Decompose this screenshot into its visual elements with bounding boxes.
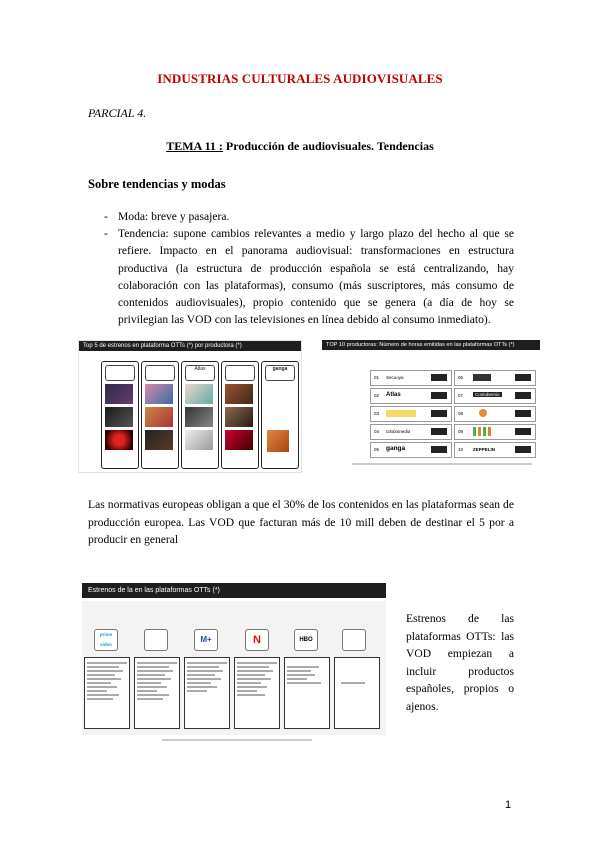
tema-label: TEMA 11 :: [166, 139, 223, 153]
poster-image: [267, 430, 289, 452]
ranking-cell: [370, 406, 452, 422]
parcial-label: PARCIAL 4.: [88, 106, 147, 120]
figure-top5-productoras: [78, 340, 302, 473]
figure-caption: [162, 739, 312, 741]
value-chip: [431, 410, 447, 417]
ranking-cell: [370, 424, 452, 440]
list-item: [104, 208, 514, 225]
productora-logo: [479, 409, 487, 417]
figure-body: [82, 601, 386, 735]
productora-column: [221, 361, 259, 469]
figure-header: TOP 10 productoras: Número de horas emitidas en las plataformas OTTs (*): [322, 340, 540, 350]
rank-number: 03: [374, 411, 380, 416]
rank-number: 09: [458, 429, 464, 434]
ranking-grid: [370, 370, 535, 462]
movistar-plus-logo: M+: [194, 629, 218, 651]
productora-logo: [145, 365, 175, 381]
productora-name: ZEPPELIN: [473, 447, 496, 452]
poster-image: [105, 430, 133, 450]
productora-column: [141, 361, 179, 469]
rank-number: 08: [458, 411, 464, 416]
netflix-logo: N: [245, 629, 269, 651]
rank-number: 05: [374, 447, 380, 452]
rank-number: 02: [374, 393, 380, 398]
prime-video-logo: prime video: [94, 629, 118, 651]
ranking-cell: [454, 424, 536, 440]
value-chip: [515, 446, 531, 453]
productora-name: Secuoya: [386, 375, 404, 380]
section-heading: Sobre tendencias y modas: [88, 177, 226, 191]
figure-header: Top 5 de estrenos en plataforma OTTs (*) por productora (*): [79, 341, 301, 351]
estrenos-list: [234, 657, 280, 729]
value-chip: [515, 392, 531, 399]
document-title: INDUSTRIAS CULTURALES AUDIOVISUALES: [157, 71, 443, 86]
productora-logo: [105, 365, 135, 381]
poster-image: [105, 407, 133, 427]
poster-image: [225, 407, 253, 427]
rank-number: 04: [374, 429, 380, 434]
estrenos-list: [284, 657, 330, 729]
productora-logo: Atlas: [185, 365, 215, 381]
figure-top10-productoras: [322, 340, 540, 470]
productora-logo: ganga: [265, 365, 295, 381]
value-chip: [515, 428, 531, 435]
poster-image: [105, 384, 133, 404]
poster-image: [145, 407, 173, 427]
tema-title: Producción de audiovisuales. Tendencias: [222, 139, 434, 153]
list-item: [104, 225, 514, 328]
productora-logo: [225, 365, 255, 381]
productora-logo: [473, 374, 491, 381]
ranking-cell: [370, 442, 452, 458]
poster-image: [145, 384, 173, 404]
productora-name: ganga: [386, 445, 406, 452]
productora-logo: [473, 427, 493, 436]
bullet-dash: -: [104, 227, 108, 241]
productora-column: [261, 361, 299, 469]
poster-image: [185, 407, 213, 427]
ranking-cell: [370, 388, 452, 404]
poster-image: [225, 384, 253, 404]
hbo-logo: HBO: [294, 629, 318, 651]
estrenos-list: [184, 657, 230, 729]
bullet-text: Moda: breve y pasajera.: [118, 210, 230, 223]
bullet-list: [104, 208, 514, 328]
value-chip: [515, 374, 531, 381]
productora-name: Contubernio: [475, 392, 500, 397]
poster-image: [185, 384, 213, 404]
ranking-cell: [370, 370, 452, 386]
bullet-text: Tendencia: supone cambios relevantes a medio y largo plazo del hecho al que se refiere. Impacto en el panorama audiovisual: transformaciones en estructura productiva (la estructura de producción española se está centralizando, hay colaboración con las plataformas), consumo (más suscriptores, más consumo de contenidos audiovisuales), propio contenido que se genera (a día de hoy se privilegian las VOD con las televisiones en línea debido al consumo inmediato).: [118, 227, 514, 327]
figure-footnote: [352, 463, 532, 465]
platform-logo: [342, 629, 366, 651]
tema-heading: [0, 139, 600, 154]
value-chip: [431, 392, 447, 399]
figure-estrenos-otts: [82, 583, 386, 745]
bullet-dash: -: [104, 210, 108, 223]
productora-column: [101, 361, 139, 469]
ranking-cell: [454, 442, 536, 458]
value-chip: [431, 374, 447, 381]
ranking-cell: [454, 388, 536, 404]
rank-number: 07: [458, 393, 464, 398]
platform-logo: [144, 629, 168, 651]
value-chip: [431, 446, 447, 453]
poster-image: [145, 430, 173, 450]
value-chip: [431, 428, 447, 435]
ranking-cell: [454, 406, 536, 422]
rank-number: 10: [458, 447, 464, 452]
rank-number: 01: [374, 375, 380, 380]
paragraph-estrenos: Estrenos de las plataformas OTTs: las VOD empiezan a incluir productos españoles, propios o ajenos.: [406, 612, 514, 713]
estrenos-list: [84, 657, 130, 729]
productora-logo: [386, 410, 416, 417]
value-chip: [515, 410, 531, 417]
ranking-cell: [454, 370, 536, 386]
rank-number: 06: [458, 375, 464, 380]
paragraph-normativas: Las normativas europeas obligan a que el 30% de los contenidos en las plataformas sean de producción europea. Las VOD que facturan más de 10 mill deben de destinar el 5 por a producir en general: [88, 498, 514, 546]
productora-name: Globomedia: [386, 429, 411, 434]
poster-image: [225, 430, 253, 450]
productora-name: Atlas: [386, 392, 401, 398]
page-number: 1: [505, 799, 512, 811]
estrenos-list: [134, 657, 180, 729]
poster-image: [185, 430, 213, 450]
figure-header: Estrenos de la en las plataformas OTTs (*): [82, 583, 386, 598]
productora-column: [181, 361, 219, 469]
estrenos-list: [334, 657, 380, 729]
